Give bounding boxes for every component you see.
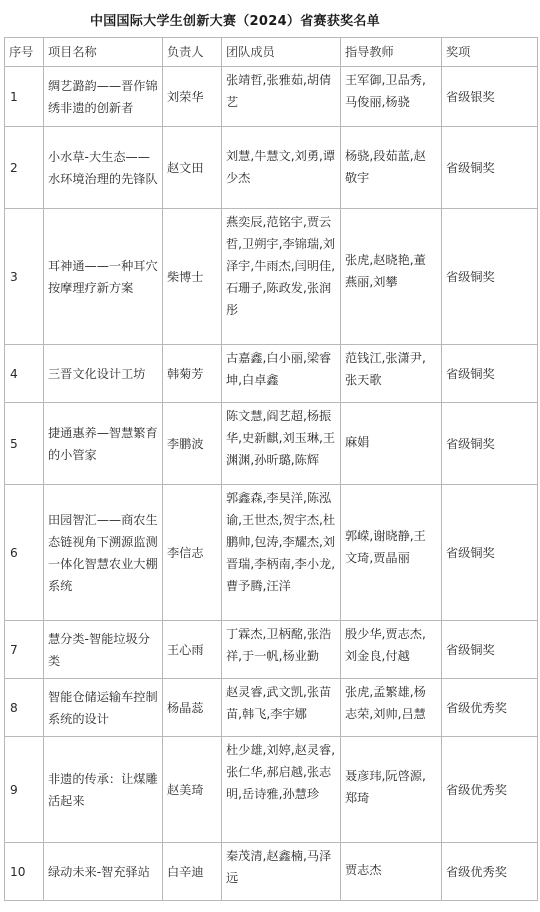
- cell-index: 10: [5, 843, 44, 901]
- cell-leader: 赵文田: [163, 127, 222, 209]
- cell-advisors: 麻娟: [341, 403, 442, 485]
- cell-leader: 杨晶蕊: [163, 679, 222, 737]
- table-row: [5, 345, 538, 403]
- cell-members: 丁霖杰,卫柄酩,张浩祥,于一帆,杨业勤: [222, 621, 341, 679]
- header-members: 团队成员: [222, 38, 341, 67]
- cell-leader: 李鹏波: [163, 403, 222, 485]
- cell-members: 刘慧,牛慧文,刘勇,谭少杰: [222, 127, 341, 209]
- cell-project: 绿动未来-智充驿站: [44, 843, 163, 901]
- table-header-row: [5, 38, 538, 67]
- cell-award: 省级优秀奖: [442, 737, 538, 843]
- table-row: [5, 67, 538, 127]
- cell-members: 秦茂清,赵鑫楠,马泽远: [222, 843, 341, 901]
- cell-award: 省级铜奖: [442, 127, 538, 209]
- cell-award: 省级铜奖: [442, 345, 538, 403]
- cell-index: 4: [5, 345, 44, 403]
- cell-index: 1: [5, 67, 44, 127]
- cell-index: 3: [5, 209, 44, 345]
- table-row: [5, 209, 538, 345]
- cell-leader: 赵美琦: [163, 737, 222, 843]
- cell-advisors: 杨骁,段茹蓝,赵敬宇: [341, 127, 442, 209]
- cell-leader: 柴博士: [163, 209, 222, 345]
- cell-award: 省级铜奖: [442, 403, 538, 485]
- cell-index: 2: [5, 127, 44, 209]
- cell-project: 小水草-大生态——水环境治理的先锋队: [44, 127, 163, 209]
- cell-project: 慧分类-智能垃圾分类: [44, 621, 163, 679]
- cell-award: 省级银奖: [442, 67, 538, 127]
- cell-members: 陈文慧,阎艺超,杨振华,史新麒,刘玉琳,王渊渊,孙昕璐,陈辉: [222, 403, 341, 485]
- cell-award: 省级优秀奖: [442, 679, 538, 737]
- cell-advisors: 范钱江,张潇尹,张天歌: [341, 345, 442, 403]
- cell-advisors: 贾志杰: [341, 843, 442, 901]
- cell-project: 非遗的传承：让煤雕活起来: [44, 737, 163, 843]
- cell-advisors: 张虎,孟繁雄,杨志荣,刘帅,吕慧: [341, 679, 442, 737]
- header-leader: 负责人: [163, 38, 222, 67]
- cell-index: 6: [5, 485, 44, 621]
- header-project: 项目名称: [44, 38, 163, 67]
- document-title: 中国国际大学生创新大赛（2024）省赛获奖名单: [89, 14, 381, 29]
- cell-index: 5: [5, 403, 44, 485]
- cell-index: 8: [5, 679, 44, 737]
- cell-project: 三晋文化设计工坊: [44, 345, 163, 403]
- header-index: 序号: [5, 38, 44, 67]
- table-row: [5, 621, 538, 679]
- header-award: 奖项: [442, 38, 538, 67]
- cell-advisors: 王军御,卫品秀,马俊丽,杨骁: [341, 67, 442, 127]
- cell-leader: 李信志: [163, 485, 222, 621]
- cell-advisors: 张虎,赵晓艳,董燕丽,刘攀: [341, 209, 442, 345]
- cell-members: 杜少雄,刘婷,赵灵睿,张仁华,郝启越,张志明,岳诗雅,孙慧珍: [222, 737, 341, 843]
- table-row: [5, 843, 538, 901]
- cell-advisors: 殷少华,贾志杰,刘金良,付越: [341, 621, 442, 679]
- cell-advisors: 聂彦玮,阮啓源,郑琦: [341, 737, 442, 843]
- awards-table: [4, 37, 538, 901]
- cell-members: 赵灵睿,武文凯,张苗苗,韩飞,李宇娜: [222, 679, 341, 737]
- cell-members: 郭鑫森,李昊洋,陈泓谕,王世杰,贺宇杰,杜鹏帅,包涛,李耀杰,刘晋瑞,李柄南,李小龙,曹予腾,汪洋: [222, 485, 341, 621]
- cell-leader: 王心雨: [163, 621, 222, 679]
- cell-award: 省级铜奖: [442, 621, 538, 679]
- cell-advisors: 郭嵘,谢晓静,王文琦,贾晶丽: [341, 485, 442, 621]
- cell-award: 省级优秀奖: [442, 843, 538, 901]
- cell-award: 省级铜奖: [442, 209, 538, 345]
- cell-project: 智能仓储运输车控制系统的设计: [44, 679, 163, 737]
- cell-project: 绸艺潞韵——晋作锦绣非遗的创新者: [44, 67, 163, 127]
- cell-project: 捷通惠养—智慧繁育的小管家: [44, 403, 163, 485]
- table-row: [5, 127, 538, 209]
- cell-index: 7: [5, 621, 44, 679]
- cell-award: 省级铜奖: [442, 485, 538, 621]
- cell-members: 古嘉鑫,白小丽,梁睿坤,白卓鑫: [222, 345, 341, 403]
- cell-index: 9: [5, 737, 44, 843]
- cell-project: 田园智汇——商农生态链视角下溯源监测一体化智慧农业大棚系统: [44, 485, 163, 621]
- cell-members: 张靖哲,张雅茹,胡倩艺: [222, 67, 341, 127]
- table-row: [5, 403, 538, 485]
- cell-leader: 刘荣华: [163, 67, 222, 127]
- table-row: [5, 679, 538, 737]
- table-row: [5, 737, 538, 843]
- header-advisors: 指导教师: [341, 38, 442, 67]
- cell-members: 燕奕辰,范铭宇,贾云哲,卫朔宇,李锦瑞,刘泽宇,牛雨杰,闫明佳,石珊子,陈政发,张润彤: [222, 209, 341, 345]
- table-row: [5, 485, 538, 621]
- cell-project: 耳神通——一种耳穴按摩理疗新方案: [44, 209, 163, 345]
- cell-leader: 韩菊芳: [163, 345, 222, 403]
- cell-leader: 白辛迪: [163, 843, 222, 901]
